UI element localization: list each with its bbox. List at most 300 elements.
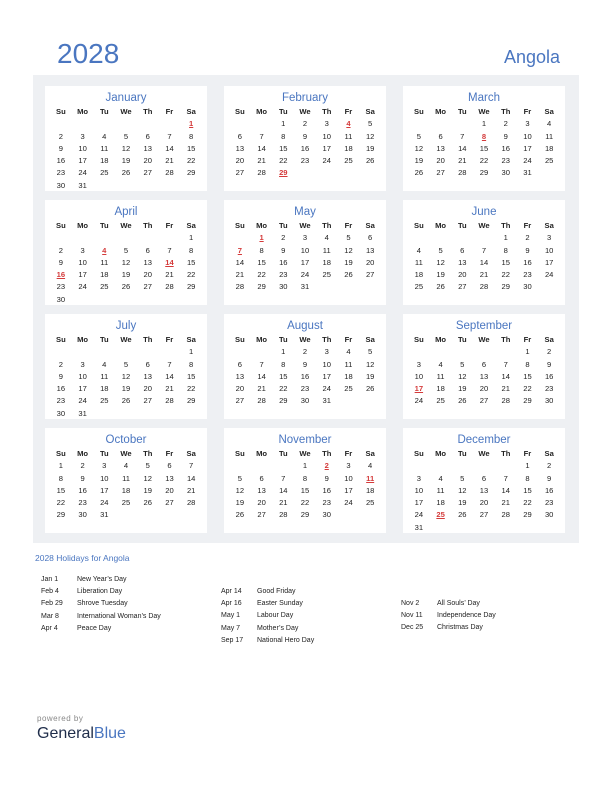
day-cell: 2 — [302, 347, 308, 357]
day-cell: 15 — [186, 371, 196, 381]
empty-day-cell — [272, 460, 294, 472]
day-cell: 6 — [237, 131, 242, 141]
weekday-label: Su — [56, 221, 66, 230]
day-cell: 21 — [165, 156, 174, 166]
day-cell: 23 — [56, 396, 66, 406]
empty-day-cell — [72, 346, 94, 358]
day-cell: 26 — [121, 282, 131, 292]
day-cell: 3 — [416, 359, 421, 369]
day-cell: 16 — [501, 143, 510, 153]
month-july — [45, 314, 207, 419]
day-cell: 30 — [300, 396, 310, 406]
weekday-label: Tu — [99, 221, 109, 230]
empty-day-cell — [50, 118, 72, 130]
holiday-item — [221, 635, 314, 647]
weekday-label: We — [299, 221, 311, 230]
empty-day-cell — [359, 281, 381, 293]
weekday-header — [45, 220, 207, 232]
day-cell: 28 — [458, 168, 467, 178]
brand-name — [37, 725, 126, 743]
day-cell: 22 — [186, 156, 196, 166]
day-cell: 31 — [78, 408, 87, 418]
day-cell: 5 — [123, 131, 129, 141]
empty-day-cell — [451, 118, 473, 130]
holiday-day-cell: 25 — [436, 510, 445, 520]
day-cell: 21 — [165, 384, 174, 394]
day-cell: 26 — [344, 270, 353, 280]
weekday-label: Mo — [77, 449, 89, 458]
holiday-item — [221, 610, 314, 622]
holiday-name: Christmas Day — [437, 624, 483, 632]
weekday-label: Fr — [523, 335, 532, 344]
day-cell: 8 — [259, 245, 264, 255]
day-cell: 15 — [300, 485, 310, 495]
weekday-label: Th — [322, 449, 332, 458]
day-cell: 24 — [414, 510, 424, 520]
week-row — [224, 257, 386, 269]
empty-day-cell — [251, 118, 273, 130]
weekday-label: Mo — [435, 107, 447, 116]
day-cell: 29 — [56, 510, 66, 520]
day-cell: 12 — [121, 371, 131, 381]
day-cell: 4 — [123, 461, 129, 471]
brand-name-blue: Blue — [93, 725, 126, 742]
weekday-header — [403, 106, 565, 118]
day-cell: 10 — [523, 131, 532, 141]
day-cell: 14 — [501, 485, 510, 495]
week-row — [403, 383, 565, 395]
empty-day-cell — [137, 232, 159, 244]
month-name: November — [278, 434, 332, 446]
day-cell: 18 — [100, 156, 109, 166]
empty-day-cell — [495, 522, 517, 534]
day-cell: 11 — [100, 371, 109, 381]
day-cell: 21 — [257, 156, 266, 166]
empty-day-cell — [229, 460, 251, 472]
week-row — [224, 395, 386, 407]
day-cell: 28 — [186, 498, 196, 508]
month-may — [224, 200, 386, 305]
empty-day-cell — [338, 395, 360, 407]
weekday-label: Sa — [544, 221, 554, 230]
day-cell: 9 — [281, 245, 286, 255]
empty-day-cell — [93, 294, 115, 306]
week-row — [224, 509, 386, 521]
weekday-header — [45, 448, 207, 460]
day-cell: 16 — [300, 371, 310, 381]
weekday-label: Fr — [523, 449, 532, 458]
empty-day-cell — [93, 180, 115, 192]
empty-day-cell — [137, 180, 159, 192]
day-cell: 14 — [165, 143, 174, 153]
weekday-header — [403, 334, 565, 346]
week-row — [224, 155, 386, 167]
empty-day-cell — [430, 118, 452, 130]
week-row — [403, 118, 565, 130]
empty-day-cell — [115, 408, 137, 420]
holiday-name: Liberation Day — [77, 588, 123, 596]
month-name: September — [455, 320, 513, 332]
weekday-label: Sa — [186, 107, 196, 116]
day-cell: 25 — [544, 156, 554, 166]
weekday-label: Fr — [523, 107, 532, 116]
day-cell: 15 — [523, 371, 532, 381]
day-cell: 21 — [186, 485, 196, 495]
day-cell: 26 — [235, 510, 245, 520]
day-cell: 23 — [300, 156, 310, 166]
day-cell: 1 — [189, 347, 194, 357]
day-cell: 13 — [235, 143, 245, 153]
day-cell: 19 — [436, 270, 445, 280]
day-cell: 17 — [414, 498, 424, 508]
day-cell: 14 — [501, 371, 510, 381]
month-name: February — [281, 92, 329, 104]
day-cell: 17 — [322, 143, 331, 153]
holiday-day-cell: 29 — [279, 168, 288, 178]
day-cell: 5 — [123, 359, 129, 369]
weekday-label: Fr — [165, 221, 174, 230]
empty-day-cell — [473, 460, 495, 472]
day-cell: 5 — [460, 359, 465, 369]
holiday-day-cell: 4 — [102, 245, 107, 255]
week-row — [224, 485, 386, 497]
weekday-label: We — [299, 107, 311, 116]
day-cell: 31 — [322, 396, 331, 406]
month-name: June — [471, 206, 497, 218]
day-cell: 2 — [547, 461, 552, 471]
week-row — [224, 371, 386, 383]
weekday-label: Mo — [256, 449, 268, 458]
day-cell: 20 — [235, 384, 245, 394]
day-cell: 14 — [186, 473, 196, 483]
day-cell: 3 — [80, 131, 85, 141]
month-march — [403, 86, 565, 191]
weekday-label: Th — [322, 107, 332, 116]
weekday-label: Mo — [435, 221, 447, 230]
week-row — [45, 167, 207, 179]
day-cell: 8 — [189, 131, 194, 141]
weekday-label: We — [478, 335, 490, 344]
day-cell: 2 — [302, 119, 308, 129]
empty-day-cell — [180, 294, 202, 306]
weekday-label: Th — [143, 335, 153, 344]
day-cell: 21 — [479, 270, 489, 280]
weekday-header — [224, 220, 386, 232]
holiday-date: May 7 — [221, 624, 241, 632]
empty-day-cell — [137, 509, 159, 521]
holiday-item — [41, 586, 161, 598]
day-cell: 24 — [300, 270, 310, 280]
empty-day-cell — [251, 346, 273, 358]
day-cell: 18 — [100, 270, 109, 280]
weekday-label: Fr — [344, 107, 353, 116]
empty-day-cell — [473, 346, 495, 358]
empty-day-cell — [159, 408, 181, 420]
empty-day-cell — [316, 281, 338, 293]
day-cell: 29 — [523, 510, 532, 520]
day-cell: 24 — [544, 270, 554, 280]
day-cell: 29 — [523, 396, 532, 406]
day-cell: 3 — [547, 233, 552, 243]
day-cell: 22 — [186, 384, 196, 394]
empty-day-cell — [451, 522, 473, 534]
day-cell: 31 — [414, 522, 424, 532]
weekday-label: Th — [501, 335, 511, 344]
day-cell: 11 — [344, 359, 353, 369]
day-cell: 1 — [525, 347, 530, 357]
holiday-column — [401, 598, 496, 635]
day-cell: 7 — [503, 473, 508, 483]
day-cell: 2 — [503, 119, 508, 129]
week-row — [403, 167, 565, 179]
holiday-column — [221, 586, 314, 647]
week-row — [224, 131, 386, 143]
day-cell: 12 — [365, 359, 375, 369]
day-cell: 22 — [300, 498, 310, 508]
day-cell: 2 — [80, 461, 85, 471]
day-cell: 22 — [523, 498, 532, 508]
day-cell: 20 — [143, 270, 152, 280]
day-cell: 19 — [121, 270, 131, 280]
empty-day-cell — [72, 294, 94, 306]
empty-day-cell — [294, 167, 316, 179]
weekday-label: Tu — [457, 335, 467, 344]
day-cell: 17 — [523, 143, 532, 153]
week-row — [403, 509, 565, 521]
weekday-label: We — [120, 335, 132, 344]
brand-logo[interactable] — [37, 714, 126, 743]
weekday-label: Mo — [256, 107, 268, 116]
week-row — [403, 359, 565, 371]
day-cell: 26 — [458, 510, 467, 520]
week-row — [45, 232, 207, 244]
day-cell: 25 — [344, 156, 353, 166]
month-february — [224, 86, 386, 191]
week-row — [224, 232, 386, 244]
week-row — [403, 460, 565, 472]
weekday-label: Su — [56, 449, 66, 458]
day-cell: 1 — [58, 461, 63, 471]
week-row — [224, 383, 386, 395]
weekday-header — [45, 334, 207, 346]
holiday-item — [41, 574, 161, 586]
day-cell: 22 — [257, 270, 266, 280]
weekday-label: Su — [414, 221, 424, 230]
day-cell: 13 — [365, 245, 375, 255]
empty-day-cell — [50, 232, 72, 244]
day-cell: 6 — [368, 233, 373, 243]
weekday-label: We — [120, 221, 132, 230]
day-cell: 24 — [100, 498, 109, 508]
weekday-label: Su — [414, 335, 424, 344]
day-cell: 4 — [438, 359, 443, 369]
day-cell: 14 — [165, 371, 174, 381]
day-cell: 12 — [121, 257, 131, 267]
day-cell: 11 — [545, 131, 554, 141]
day-cell: 23 — [523, 270, 532, 280]
day-cell: 6 — [145, 359, 150, 369]
empty-day-cell — [180, 408, 202, 420]
day-cell: 5 — [145, 461, 150, 471]
weekday-label: We — [120, 449, 132, 458]
day-cell: 1 — [525, 461, 530, 471]
empty-day-cell — [408, 232, 430, 244]
day-cell: 29 — [186, 168, 196, 178]
month-june — [403, 200, 565, 305]
day-cell: 7 — [460, 131, 465, 141]
day-cell: 10 — [322, 359, 331, 369]
holiday-day-cell: 1 — [259, 233, 264, 243]
day-cell: 3 — [346, 461, 351, 471]
holiday-day-cell: 8 — [481, 131, 487, 141]
day-cell: 28 — [279, 510, 288, 520]
empty-day-cell — [359, 395, 381, 407]
week-row — [45, 143, 207, 155]
day-cell: 12 — [121, 143, 131, 153]
holiday-date: Apr 14 — [221, 588, 242, 595]
empty-day-cell — [72, 118, 94, 130]
empty-day-cell — [137, 408, 159, 420]
day-cell: 23 — [544, 384, 554, 394]
weekday-label: Th — [501, 449, 511, 458]
empty-day-cell — [430, 232, 452, 244]
day-cell: 28 — [165, 168, 174, 178]
day-cell: 4 — [368, 461, 373, 471]
day-cell: 6 — [460, 245, 465, 255]
day-cell: 20 — [165, 485, 174, 495]
day-cell: 3 — [324, 347, 329, 357]
holiday-item — [401, 598, 496, 610]
day-cell: 25 — [322, 270, 331, 280]
day-cell: 21 — [165, 270, 174, 280]
day-cell: 20 — [143, 156, 152, 166]
month-name: March — [468, 92, 500, 104]
day-cell: 13 — [165, 473, 174, 483]
empty-day-cell — [451, 346, 473, 358]
empty-day-cell — [93, 408, 115, 420]
weekday-label: Mo — [435, 449, 447, 458]
day-cell: 9 — [302, 131, 308, 141]
day-cell: 24 — [78, 396, 87, 406]
day-cell: 16 — [544, 485, 554, 495]
day-cell: 4 — [438, 473, 443, 483]
weekday-label: Mo — [77, 221, 89, 230]
day-cell: 23 — [56, 168, 66, 178]
weekday-label: Sa — [365, 107, 375, 116]
week-row — [45, 497, 207, 509]
weekday-label: Tu — [457, 107, 467, 116]
holiday-name: National Hero Day — [257, 636, 315, 644]
day-cell: 19 — [365, 371, 375, 381]
weekday-label: Tu — [99, 449, 109, 458]
weekday-label: Sa — [186, 335, 196, 344]
holiday-item — [41, 611, 161, 623]
day-cell: 18 — [121, 485, 131, 495]
day-cell: 7 — [259, 359, 264, 369]
day-cell: 24 — [78, 282, 87, 292]
day-cell: 11 — [100, 143, 109, 153]
week-row — [45, 395, 207, 407]
day-cell: 3 — [80, 245, 85, 255]
day-cell: 12 — [344, 245, 353, 255]
day-cell: 19 — [458, 498, 467, 508]
week-row — [403, 131, 565, 143]
day-cell: 6 — [481, 359, 487, 369]
day-cell: 5 — [346, 233, 351, 243]
day-cell: 22 — [186, 270, 196, 280]
day-cell: 13 — [143, 257, 152, 267]
weekday-label: Fr — [165, 335, 174, 344]
day-cell: 23 — [544, 498, 554, 508]
day-cell: 22 — [56, 498, 66, 508]
week-row — [45, 269, 207, 281]
empty-day-cell — [50, 346, 72, 358]
day-cell: 28 — [235, 282, 245, 292]
empty-day-cell — [115, 294, 137, 306]
day-cell: 19 — [121, 384, 131, 394]
day-cell: 13 — [458, 257, 467, 267]
week-row — [45, 180, 207, 192]
week-row — [45, 460, 207, 472]
day-cell: 11 — [436, 371, 445, 381]
day-cell: 15 — [523, 485, 532, 495]
day-cell: 26 — [121, 168, 131, 178]
day-cell: 19 — [143, 485, 152, 495]
day-cell: 2 — [58, 359, 63, 369]
week-row — [224, 473, 386, 485]
day-cell: 10 — [78, 257, 87, 267]
brand-name-general: General — [37, 725, 94, 742]
weekday-label: Fr — [165, 107, 174, 116]
holiday-day-cell: 11 — [366, 473, 375, 483]
day-cell: 12 — [436, 257, 445, 267]
week-row — [403, 371, 565, 383]
day-cell: 12 — [414, 143, 424, 153]
day-cell: 11 — [414, 257, 423, 267]
day-cell: 26 — [436, 282, 445, 292]
day-cell: 2 — [58, 131, 63, 141]
day-cell: 13 — [479, 371, 489, 381]
day-cell: 24 — [344, 498, 353, 508]
day-cell: 31 — [78, 180, 87, 190]
day-cell: 9 — [58, 143, 63, 153]
weekday-label: Sa — [186, 221, 196, 230]
holiday-name: All Souls’ Day — [437, 600, 480, 607]
day-cell: 1 — [189, 233, 194, 243]
day-cell: 30 — [56, 294, 66, 304]
holiday-day-cell: 14 — [165, 257, 174, 267]
day-cell: 21 — [458, 156, 467, 166]
week-row — [224, 269, 386, 281]
empty-day-cell — [180, 509, 202, 521]
day-cell: 22 — [279, 384, 288, 394]
weekday-header — [224, 334, 386, 346]
empty-day-cell — [451, 460, 473, 472]
weekday-label: We — [299, 335, 311, 344]
holiday-date: Dec 25 — [401, 624, 424, 632]
month-name: August — [287, 320, 323, 332]
day-cell: 29 — [479, 168, 489, 178]
weekday-label: We — [478, 449, 490, 458]
day-cell: 10 — [78, 371, 87, 381]
day-cell: 17 — [344, 485, 353, 495]
week-row — [403, 485, 565, 497]
day-cell: 24 — [78, 168, 87, 178]
empty-day-cell — [115, 180, 137, 192]
day-cell: 24 — [322, 156, 331, 166]
week-row — [403, 395, 565, 407]
day-cell: 28 — [501, 396, 510, 406]
